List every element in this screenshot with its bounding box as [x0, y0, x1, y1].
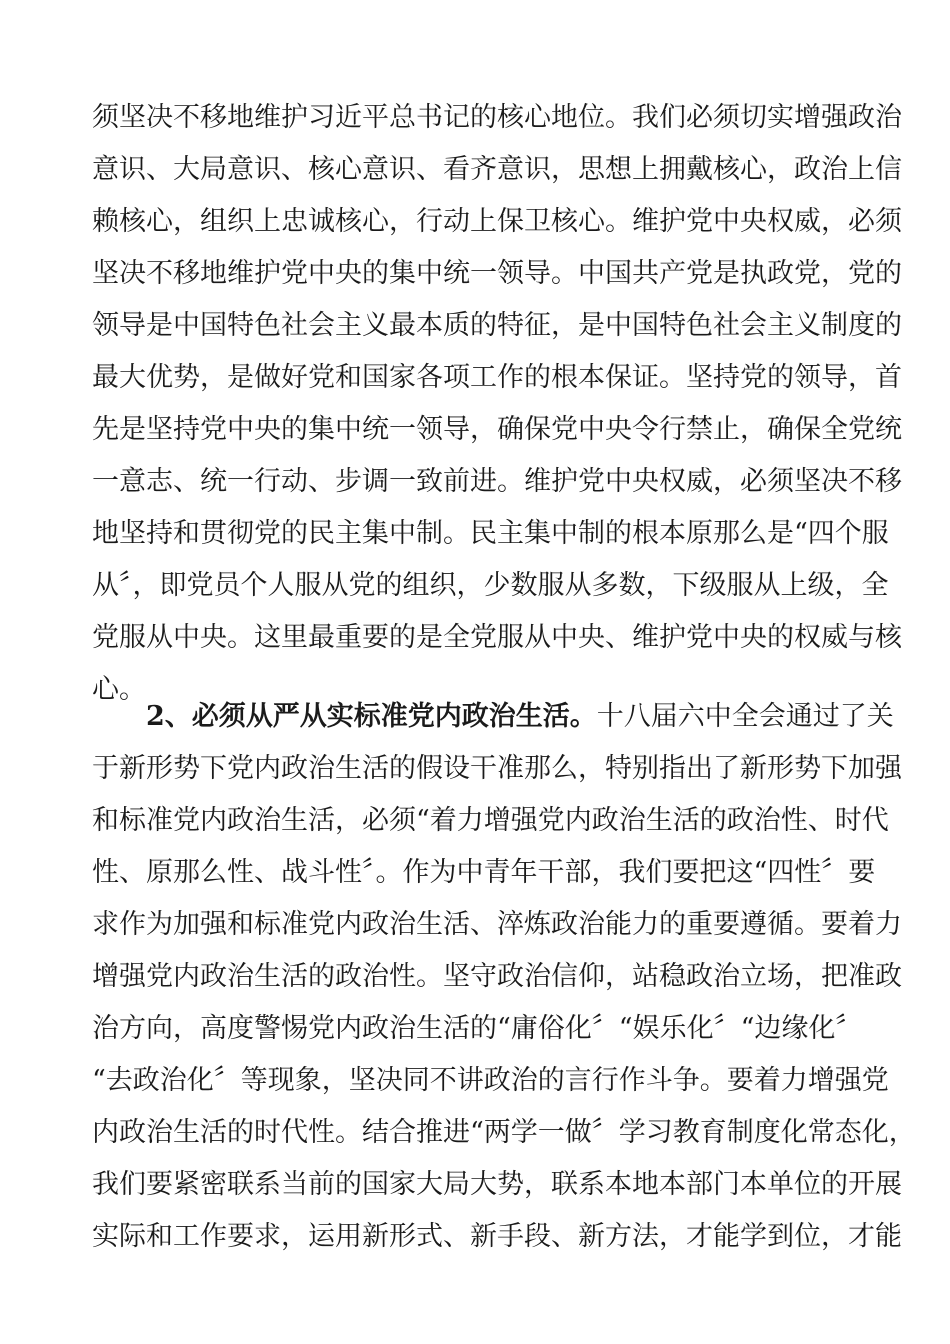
paragraph-1-line: 心。 [92, 674, 146, 705]
paragraph-1-line: 先是坚持党中央的集中统一领导，确保党中央令行禁止，确保全党统 [92, 414, 902, 445]
paragraph-1-line: 意识、大局意识、核心意识、看齐意识，思想上拥戴核心，政治上信 [92, 154, 902, 185]
paragraph-2-line: 内政治生活的时代性。结合推进“两学一做〞学习教育制度化常态化， [92, 1117, 916, 1148]
paragraph-2-first-line [146, 697, 894, 737]
paragraph-1-line: 最大优势，是做好党和国家各项工作的根本保证。坚持党的领导，首 [92, 362, 902, 393]
paragraph-2-line: 和标准党内政治生活，必须“着力增强党内政治生活的政治性、时代 [92, 805, 889, 836]
paragraph-1-line: 坚决不移地维护党中央的集中统一领导。中国共产党是执政党，党的 [92, 258, 902, 289]
paragraph-2-line: “去政治化〞等现象，坚决同不讲政治的言行作斗争。要着力增强党 [92, 1065, 889, 1096]
paragraph-2-line: 实际和工作要求，运用新形式、新手段、新方法，才能学到位，才能 [92, 1221, 902, 1252]
section-heading: 2、必须从严从实标准党内政治生活。 [146, 701, 597, 732]
paragraph-2-line: 我们要紧密联系当前的国家大局大势，联系本地本部门本单位的开展 [92, 1169, 902, 1200]
paragraph-1-line: 须坚决不移地维护习近平总书记的核心地位。我们必须切实增强政治 [92, 102, 902, 133]
paragraph-2-line: 性、原那么性、战斗性〞。作为中青年干部，我们要把这“四性〞要 [92, 857, 876, 888]
paragraph-2-line: 求作为加强和标准党内政治生活、淬炼政治能力的重要遵循。要着力 [92, 909, 902, 940]
paragraph-2-line: 于新形势下党内政治生活的假设干准那么，特别指出了新形势下加强 [92, 753, 902, 784]
paragraph-1-line: 一意志、统一行动、步调一致前进。维护党中央权威，必须坚决不移 [92, 466, 902, 497]
paragraph-1-line: 从〞，即党员个人服从党的组织，少数服从多数，下级服从上级，全 [92, 570, 889, 601]
paragraph-1-line: 赖核心，组织上忠诚核心，行动上保卫核心。维护党中央权威，必须 [92, 206, 902, 237]
paragraph-1-line: 党服从中央。这里最重要的是全党服从中央、维护党中央的权威与核 [92, 622, 902, 653]
paragraph-2-line: 增强党内政治生活的政治性。坚守政治信仰，站稳政治立场，把准政 [92, 961, 902, 992]
paragraph-2-text: 十八届六中全会通过了关 [596, 701, 894, 732]
paragraph-1-line: 地坚持和贯彻党的民主集中制。民主集中制的根本原那么是“四个服 [92, 518, 889, 549]
paragraph-1-line: 领导是中国特色社会主义最本质的特征，是中国特色社会主义制度的 [92, 310, 902, 341]
paragraph-2-line: 治方向，高度警惕党内政治生活的“庸俗化〞“娱乐化〞“边缘化〞 [92, 1013, 863, 1044]
